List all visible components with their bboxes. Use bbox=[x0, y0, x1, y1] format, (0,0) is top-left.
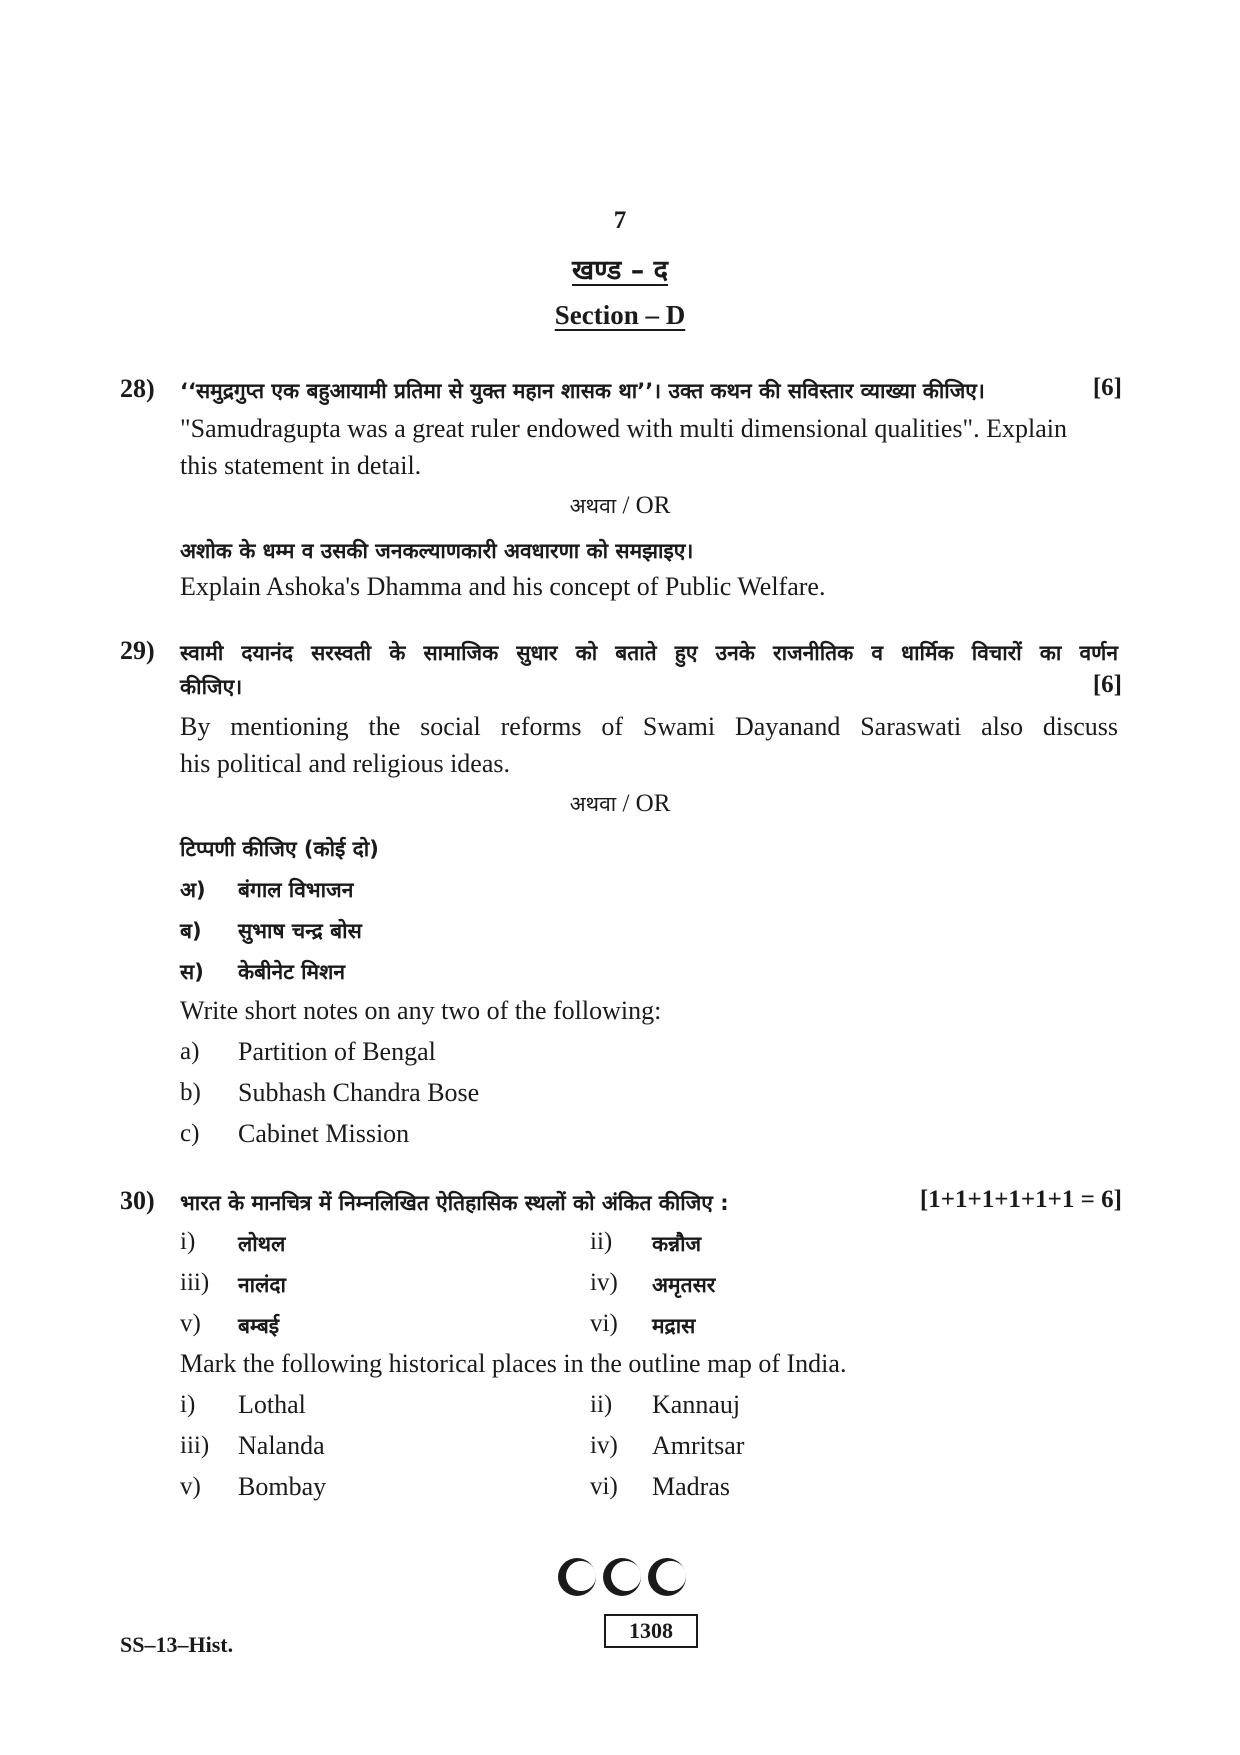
serial-number-box: 1308 bbox=[604, 1614, 698, 1648]
place-label: i) bbox=[180, 1228, 196, 1255]
question-28-english-line1: "Samudragupta was a great ruler endowed with multi dimensional qualities". Explain bbox=[180, 414, 1067, 443]
place-label: vi) bbox=[590, 1473, 618, 1500]
place-hindi: मद्रास bbox=[652, 1314, 696, 1338]
or-english: / OR bbox=[622, 790, 671, 817]
or-hindi: अथवा bbox=[569, 792, 617, 816]
question-29-english-line1: By mentioning the social reforms of Swami Dayanand Saraswati also discuss bbox=[180, 712, 1118, 741]
place-english: Bombay bbox=[238, 1472, 327, 1501]
question-30-english: Mark the following historical places in the outline map of India. bbox=[180, 1349, 847, 1378]
list-item-text: Partition of Bengal bbox=[238, 1037, 436, 1066]
question-30-hindi: भारत के मानचित्र में निम्नलिखित ऐतिहासिक स्थलों को अंकित कीजिए : bbox=[180, 1191, 729, 1215]
list-item-text: सुभाष चन्द्र बोस bbox=[238, 919, 362, 943]
place-english: Nalanda bbox=[238, 1431, 325, 1460]
place-label: iv) bbox=[590, 1432, 618, 1459]
question-29-notes-english: Write short notes on any two of the following: bbox=[180, 996, 662, 1025]
list-item-text: केबीनेट मिशन bbox=[238, 960, 346, 984]
question-29-hindi-line1: स्वामी दयानंद सरस्वती के सामाजिक सुधार को बताते हुए उनके राजनीतिक व धार्मिक विचारों का वर्णन bbox=[180, 641, 1118, 665]
list-item-label: c) bbox=[180, 1120, 200, 1147]
place-label: iii) bbox=[180, 1432, 210, 1459]
or-hindi: अथवा bbox=[569, 494, 617, 518]
question-28-alt-hindi: अशोक के धम्म व उसकी जनकल्याणकारी अवधारणा को समझाइए। bbox=[180, 539, 694, 563]
question-30-marks: [1+1+1+1+1+1 = 6] bbox=[919, 1186, 1122, 1213]
list-item-label: स) bbox=[180, 960, 204, 984]
place-hindi: कन्नौज bbox=[652, 1232, 702, 1256]
or-english: / OR bbox=[622, 492, 671, 519]
question-28-or bbox=[0, 492, 1240, 520]
question-29-number: 29) bbox=[120, 636, 155, 665]
question-29-notes-hindi: टिप्पणी कीजिए (कोई दो) bbox=[180, 837, 379, 861]
list-item-text: Subhash Chandra Bose bbox=[238, 1078, 480, 1107]
place-label: vi) bbox=[590, 1310, 618, 1337]
place-hindi: नालंदा bbox=[238, 1273, 286, 1297]
place-label: iii) bbox=[180, 1269, 210, 1296]
list-item-label: b) bbox=[180, 1079, 201, 1106]
question-29-marks: [6] bbox=[1092, 671, 1122, 698]
question-28-marks: [6] bbox=[1092, 374, 1122, 401]
place-english: Lothal bbox=[238, 1390, 306, 1419]
place-label: i) bbox=[180, 1391, 196, 1418]
place-english: Amritsar bbox=[652, 1431, 745, 1460]
list-item-label: ब) bbox=[180, 919, 202, 943]
question-30-number: 30) bbox=[120, 1186, 155, 1215]
place-label: v) bbox=[180, 1473, 201, 1500]
question-29-or bbox=[0, 790, 1240, 818]
section-title-english: Section – D bbox=[554, 300, 686, 330]
crescent-circle-icon bbox=[558, 1558, 596, 1596]
list-item-label: a) bbox=[180, 1038, 200, 1065]
crescent-circle-icon bbox=[648, 1558, 686, 1596]
place-label: v) bbox=[180, 1310, 201, 1337]
place-english: Kannauj bbox=[652, 1390, 741, 1419]
question-28-number: 28) bbox=[120, 374, 155, 403]
page-number: 7 bbox=[613, 207, 627, 234]
list-item-text: बंगाल विभाजन bbox=[238, 878, 354, 902]
place-label: ii) bbox=[590, 1228, 613, 1255]
question-28-english-line2: this statement in detail. bbox=[180, 451, 422, 480]
question-28-alt-english: Explain Ashoka's Dhamma and his concept of Public Welfare. bbox=[180, 572, 826, 601]
question-28-hindi: ‘‘समुद्रगुप्त एक बहुआयामी प्रतिमा से युक्त महान शासक था’’। उक्त कथन की सविस्तार व्याख्या कीजिए। bbox=[180, 379, 985, 403]
place-hindi: अमृतसर bbox=[652, 1273, 716, 1297]
question-29-english-line2: his political and religious ideas. bbox=[180, 749, 510, 778]
place-hindi: बम्बई bbox=[238, 1314, 280, 1338]
section-title-hindi: खण्ड – द bbox=[572, 255, 668, 286]
list-item-label: अ) bbox=[180, 878, 206, 902]
crescent-circle-icon bbox=[603, 1558, 641, 1596]
end-of-paper-ornament bbox=[555, 1555, 690, 1599]
paper-code: SS–13–Hist. bbox=[120, 1632, 234, 1657]
place-hindi: लोथल bbox=[238, 1232, 286, 1256]
place-label: ii) bbox=[590, 1391, 613, 1418]
place-label: iv) bbox=[590, 1269, 618, 1296]
list-item-text: Cabinet Mission bbox=[238, 1119, 410, 1148]
place-english: Madras bbox=[652, 1472, 730, 1501]
question-29-hindi-line2: कीजिए। bbox=[180, 675, 243, 699]
